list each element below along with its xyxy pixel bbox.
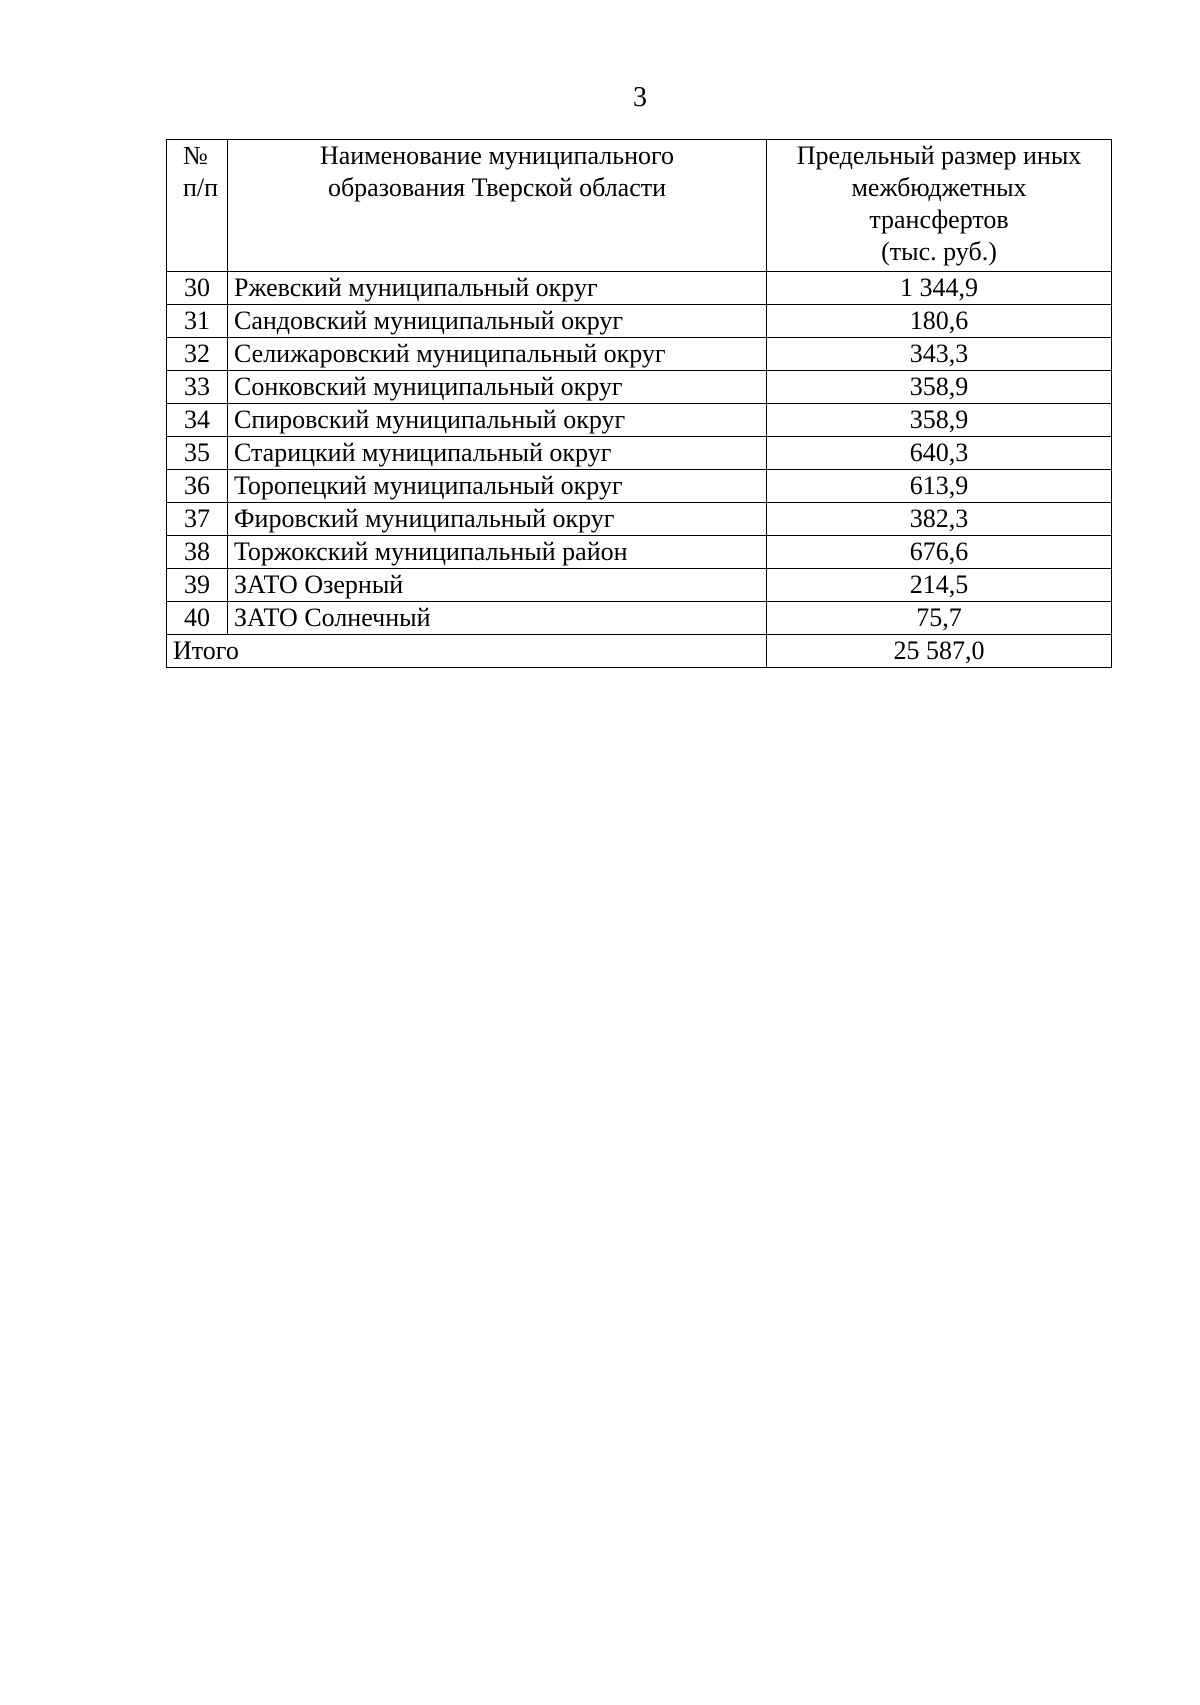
row-name: ЗАТО Солнечный — [228, 602, 767, 635]
row-number: 31 — [167, 305, 228, 338]
total-label: Итого — [167, 635, 767, 668]
row-value: 180,6 — [767, 305, 1112, 338]
row-name: Торопецкий муниципальный округ — [228, 470, 767, 503]
table-row — [167, 404, 1112, 437]
header-name — [228, 140, 767, 272]
row-name: Спировский муниципальный округ — [228, 404, 767, 437]
table-row — [167, 569, 1112, 602]
row-value: 1 344,9 — [767, 272, 1112, 305]
header-num — [167, 140, 228, 272]
table-row — [167, 602, 1112, 635]
row-number: 33 — [167, 371, 228, 404]
row-value: 75,7 — [767, 602, 1112, 635]
header-num-line: № — [183, 141, 208, 170]
table-row — [167, 371, 1112, 404]
table-row — [167, 470, 1112, 503]
row-number: 32 — [167, 338, 228, 371]
row-name: Фировский муниципальный округ — [228, 503, 767, 536]
row-number: 40 — [167, 602, 228, 635]
row-name: Сонковский муниципальный округ — [228, 371, 767, 404]
header-num-line: п/п — [183, 173, 219, 202]
table-row — [167, 437, 1112, 470]
row-number: 30 — [167, 272, 228, 305]
table-row — [167, 272, 1112, 305]
table-row — [167, 338, 1112, 371]
row-number: 37 — [167, 503, 228, 536]
transfers-table — [166, 139, 1112, 668]
table-row — [167, 305, 1112, 338]
row-value: 358,9 — [767, 404, 1112, 437]
table-header-row — [167, 140, 1112, 272]
row-number: 35 — [167, 437, 228, 470]
row-number: 38 — [167, 536, 228, 569]
header-name-line: образования Тверской области — [327, 173, 667, 202]
table-row — [167, 503, 1112, 536]
row-value: 613,9 — [767, 470, 1112, 503]
row-number: 34 — [167, 404, 228, 437]
row-name: Ржевский муниципальный округ — [228, 272, 767, 305]
table-total-row — [167, 635, 1112, 668]
row-value: 382,3 — [767, 503, 1112, 536]
header-value-line: межбюджетных — [851, 173, 1027, 202]
page-number: 3 — [633, 82, 647, 113]
table-header — [167, 140, 1112, 272]
row-value: 343,3 — [767, 338, 1112, 371]
header-value-line: трансфертов — [869, 205, 1009, 234]
table-body — [167, 272, 1112, 668]
row-name: Торжокский муниципальный район — [228, 536, 767, 569]
row-number: 39 — [167, 569, 228, 602]
row-value: 676,6 — [767, 536, 1112, 569]
header-value-line: (тыс. руб.) — [881, 237, 997, 266]
row-name: ЗАТО Озерный — [228, 569, 767, 602]
total-value: 25 587,0 — [767, 635, 1112, 668]
row-name: Старицкий муниципальный округ — [228, 437, 767, 470]
row-name: Селижаровский муниципальный округ — [228, 338, 767, 371]
row-value: 214,5 — [767, 569, 1112, 602]
header-value-line: Предельный размер иных — [796, 141, 1082, 170]
row-name: Сандовский муниципальный округ — [228, 305, 767, 338]
row-value: 358,9 — [767, 371, 1112, 404]
row-value: 640,3 — [767, 437, 1112, 470]
table-row — [167, 536, 1112, 569]
header-value — [767, 140, 1112, 272]
row-number: 36 — [167, 470, 228, 503]
header-name-line: Наименование муниципального — [319, 141, 675, 170]
